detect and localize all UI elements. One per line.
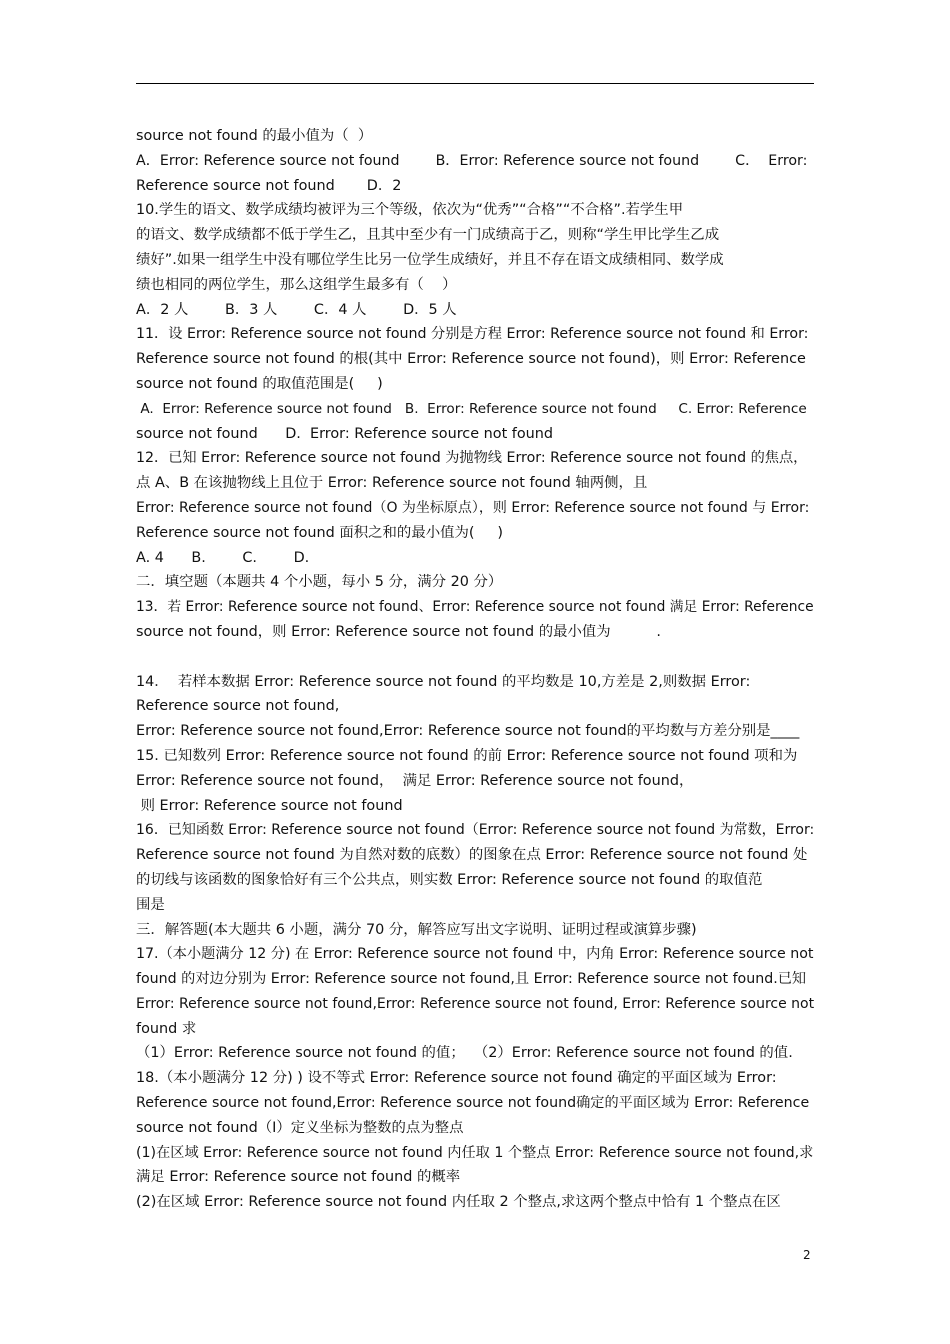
text-line: source not found 的取值范围是( )	[136, 375, 383, 392]
text-line: Reference source not found 的根(其中 Error: Reference source not found)，则 Error: Reference	[136, 351, 806, 368]
text-line: A．2 人 B．3 人 C．4 人 D．5 人	[136, 301, 457, 318]
text-line: 15. 已知数列 Error: Reference source not found 的前 Error: Reference source not found 项和为	[136, 747, 798, 764]
text-line: A. Error: Reference source not found B. Error: Reference source not found C. Error: Reference	[136, 400, 807, 417]
section-heading: 二．填空题（本题共 4 个小题，每小 5 分，满分 20 分）	[136, 574, 503, 591]
text-line: 的语文、数学成绩都不低于学生乙，且其中至少有一门成绩高于乙，则称“学生甲比学生乙成	[136, 227, 720, 244]
text-line: Reference source not found 面积之和的最小值为( )	[136, 524, 503, 541]
text-line: Reference source not found,Error: Reference source not found确定的平面区域为 Error: Reference	[136, 1095, 810, 1112]
text-line: 12．已知 Error: Reference source not found 为抛物线 Error: Reference source not found 的焦点，	[136, 450, 808, 467]
text-line: 14． 若样本数据 Error: Reference source not found 的平均数是 10,方差是 2,则数据 Error:	[136, 673, 751, 690]
text-line: source not found 的最小值为（ ）	[136, 128, 373, 144]
text-line: source not found D. Error: Reference source not found	[136, 425, 554, 442]
text-line: （1）Error: Reference source not found 的值； （2）Error: Reference source not found 的值.	[136, 1045, 793, 1062]
text-line: (1)在区域 Error: Reference source not found 内任取 1 个整点 Error: Reference source not found,求	[136, 1144, 814, 1161]
text-line: 11．设 Error: Reference source not found 分别是方程 Error: Reference source not found 和 Error:	[136, 326, 809, 343]
text-line: source not found，则 Error: Reference source not found 的最小值为 .	[136, 623, 661, 640]
page-number: 2	[803, 1248, 811, 1262]
text-line: Reference source not found D．2	[136, 177, 402, 194]
text-line: Error: Reference source not found（O 为坐标原点），则 Error: Reference source not found 与 Error:	[136, 499, 810, 516]
header-rule	[136, 83, 814, 84]
text-line: Error: Reference source not found,Error: Reference source not found, Error: Reference source not	[136, 995, 815, 1012]
text-line: A．Error: Reference source not found B．Error: Reference source not found C． Error:	[136, 152, 808, 169]
text-line: 10.学生的语文、数学成绩均被评为三个等级，依次为“优秀”“合格”“不合格”.若学生甲	[136, 202, 684, 219]
text-line: 18.（本小题满分 12 分) ) 设不等式 Error: Reference source not found 确定的平面区域为 Error:	[136, 1070, 777, 1087]
page-body	[136, 124, 814, 1215]
section-heading: 三．解答题(本大题共 6 小题，满分 70 分，解答应写出文字说明、证明过程或演算步骤)	[136, 921, 697, 938]
text-line: 16．已知函数 Error: Reference source not found（Error: Reference source not found 为常数，Error:	[136, 822, 815, 839]
text-line: Error: Reference source not found， 满足 Error: Reference source not found，	[136, 772, 694, 789]
text-line: 的切线与该函数的图象恰好有三个公共点，则实数 Error: Reference source not found 的取值范	[136, 871, 763, 888]
text-line: 17.（本小题满分 12 分) 在 Error: Reference source not found 中，内角 Error: Reference source not	[136, 946, 814, 963]
text-line: (2)在区域 Error: Reference source not found 内任取 2 个整点,求这两个整点中恰有 1 个整点在区	[136, 1194, 781, 1211]
text-line: 绩好”.如果一组学生中没有哪位学生比另一位学生成绩好，并且不存在语文成绩相同、数学成	[136, 251, 724, 268]
text-line: Reference source not found,	[136, 698, 340, 715]
text-line: 点 A、B 在该抛物线上且位于 Error: Reference source not found 轴两侧，且	[136, 475, 648, 492]
text-line: 满足 Error: Reference source not found 的概率	[136, 1169, 461, 1186]
text-line: 绩也相同的两位学生，那么这组学生最多有（ ）	[136, 276, 457, 293]
text-line: 则 Error: Reference source not found	[136, 797, 403, 814]
blank-line	[136, 645, 814, 670]
text-line: 围是	[136, 896, 165, 913]
text-line: 13．若 Error: Reference source not found、Error: Reference source not found 满足 Error: Reference	[136, 599, 814, 616]
text-line: Error: Reference source not found,Error: Reference source not found的平均数与方差分别是____	[136, 723, 800, 740]
text-line: A. 4 B. C. D.	[136, 549, 310, 566]
text-line: found 的对边分别为 Error: Reference source not found,且 Error: Reference source not found.已知	[136, 971, 807, 988]
text-line: source not found（Ⅰ）定义坐标为整数的点为整点	[136, 1119, 464, 1136]
text-line: Reference source not found 为自然对数的底数）的图象在点 Error: Reference source not found 处	[136, 847, 808, 864]
text-line: found 求	[136, 1020, 197, 1037]
